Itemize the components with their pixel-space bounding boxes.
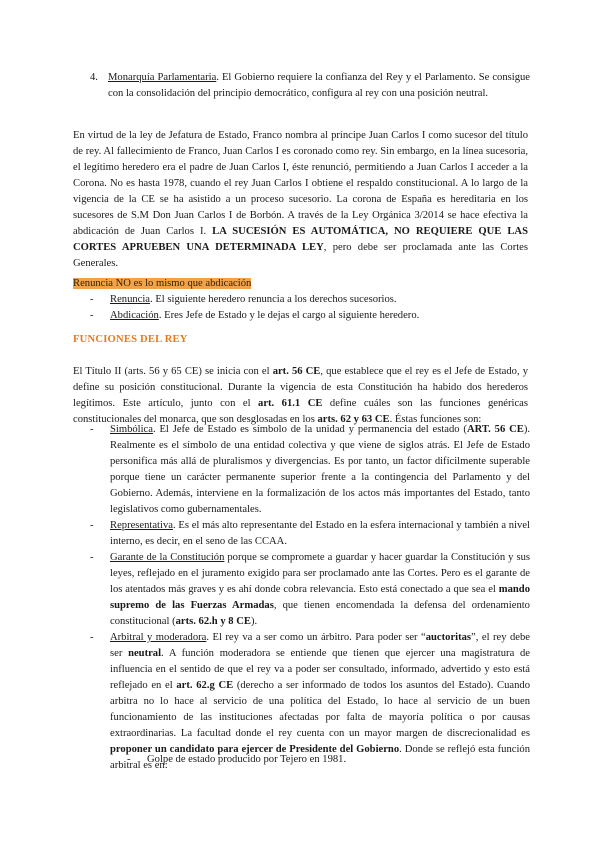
renuncia-list bbox=[90, 292, 530, 324]
list-item-representativa: - Representativa. Es el más alto representante del Estado en la esfera internacional y también a nivel interno, es decir, en el seno de las CCAA. bbox=[90, 518, 530, 550]
funciones-list bbox=[90, 422, 530, 774]
sub-list bbox=[127, 752, 527, 768]
list-item-arbitral: - Arbitral y moderadora. El rey va a ser como un árbitro. Para poder ser “auctoritas”, el rey debe ser neutral. A función moderadora se entiende que tienen que ejercer una magistratura de influencia en el sentido de que el rey va a poder ser consultado, informado, advertido y esto está reflejado en el art. 62.g CE (derecho a ser informado de todos los asuntos del Estado). Cuando arbitra no lo hace al servicio de una política del Estado, lo hace al servicio de un buen funcionamiento de las instituciones afectadas por falta de mayoría política o por causas extraordinarias. La facultad donde el rey cuenta con un mayor margen de discrecionalidad es proponer un candidato para ejercer de Presidente del Gobierno. Donde se reflejó esta función arbitral es en: bbox=[90, 630, 530, 774]
list-item-garante: - Garante de la Constitución porque se compromete a guardar y hacer guardar la Constitución y sus leyes, reflejado en el juramento exigido para ser proclamado ante las Cortes. Pero es el garante de los atentados más graves y es ahí donde cobra relevancia. Esto está conectado a que sea el mando supremo de las Fuerzas Armadas, que tienen encomendada la defensa del ordenamiento constitucional (arts. 62.h y 8 CE). bbox=[90, 550, 530, 630]
list-item: - Renuncia. El siguiente heredero renuncia a los derechos sucesorios. bbox=[90, 292, 530, 308]
paragraph-sucesion: En virtud de la ley de Jefatura de Estado, Franco nombra al príncipe Juan Carlos I como sucesor del título de rey. Al fallecimiento de Franco, Juan Carlos I es coronado como rey. Sin embargo, en la línea sucesoria, el legítimo heredero era el padre de Juan Carlos I, éste renunció, permitiendo a Juan Carlos I acceder a la Corona. No es hasta 1978, cuando el rey Juan Carlos I obtiene el respaldo constitucional. A lo largo de la vigencia de la CE se ha asistido a un proceso sucesorio. La corona de España es hereditaria en los sucesores de S.M Don Juan Carlos I de Borbón. A través de la Ley Orgánica 3/2014 se hace efectiva la abdicación de Juan Carlos I. LA SUCESIÓN ES AUTOMÁTICA, NO REQUIERE QUE LAS CORTES APRUEBEN UNA DETERMINADA LEY, pero debe ser proclamada ante las Cortes Generales. bbox=[73, 130, 528, 269]
list-number: 4. bbox=[90, 72, 98, 83]
list-item-simbolica: - Simbólica. El Jefe de Estado es símbolo de la unidad y permanencia del estado (ART. 56 CE). Realmente es el símbolo de una entidad colectiva y que viene de siglos atrás. El Jefe de Estado personifica más allá de pluralismos y divergencias. Es por tanto, un factor difícilmente superable porque tiene un carácter permanente superior frente a la contingencia del Parlamento y del Gobierno. Además, interviene en la formalización de los actos más importantes del Estado, tanto legislativos como gubernamentales. bbox=[90, 422, 530, 518]
list-item: - Abdicación. Eres Jefe de Estado y le dejas el cargo al siguiente heredero. bbox=[90, 308, 530, 324]
list-item-text: Monarquía Parlamentaria. El Gobierno requiere la confianza del Rey y el Parlamento. Se consigue con la consolidación del principio democrático, configura al rey con una posición neutral. bbox=[108, 72, 530, 99]
bold-sucesion-automatica: LA SUCESIÓN ES AUTOMÁTICA, NO REQUIERE QUE LAS CORTES APRUEBEN UNA DETERMINADA LEY bbox=[73, 226, 528, 253]
highlighted-note bbox=[73, 276, 528, 292]
highlight-renuncia: Renuncia NO es lo mismo que abdicación bbox=[73, 278, 252, 289]
section-heading: FUNCIONES DEL REY bbox=[73, 334, 188, 345]
paragraph-titulo-ii: El Título II (arts. 56 y 65 CE) se inicia con el art. 56 CE, que establece que el rey es el Jefe de Estado, y define su posición constitucional. Durante la vigencia de esta Constitución ha habido dos herederos legítimos. Este artículo, junto con el art. 61.1 CE define cuáles son las funciones genéricas constitucionales del monarca, que son desglosadas en los arts. 62 y 63 CE. Éstas funciones son: bbox=[73, 366, 529, 425]
term-monarquia-parlamentaria: Monarquía Parlamentaria bbox=[108, 72, 217, 83]
list-item: - Golpe de estado producido por Tejero en 1981. bbox=[127, 752, 527, 768]
